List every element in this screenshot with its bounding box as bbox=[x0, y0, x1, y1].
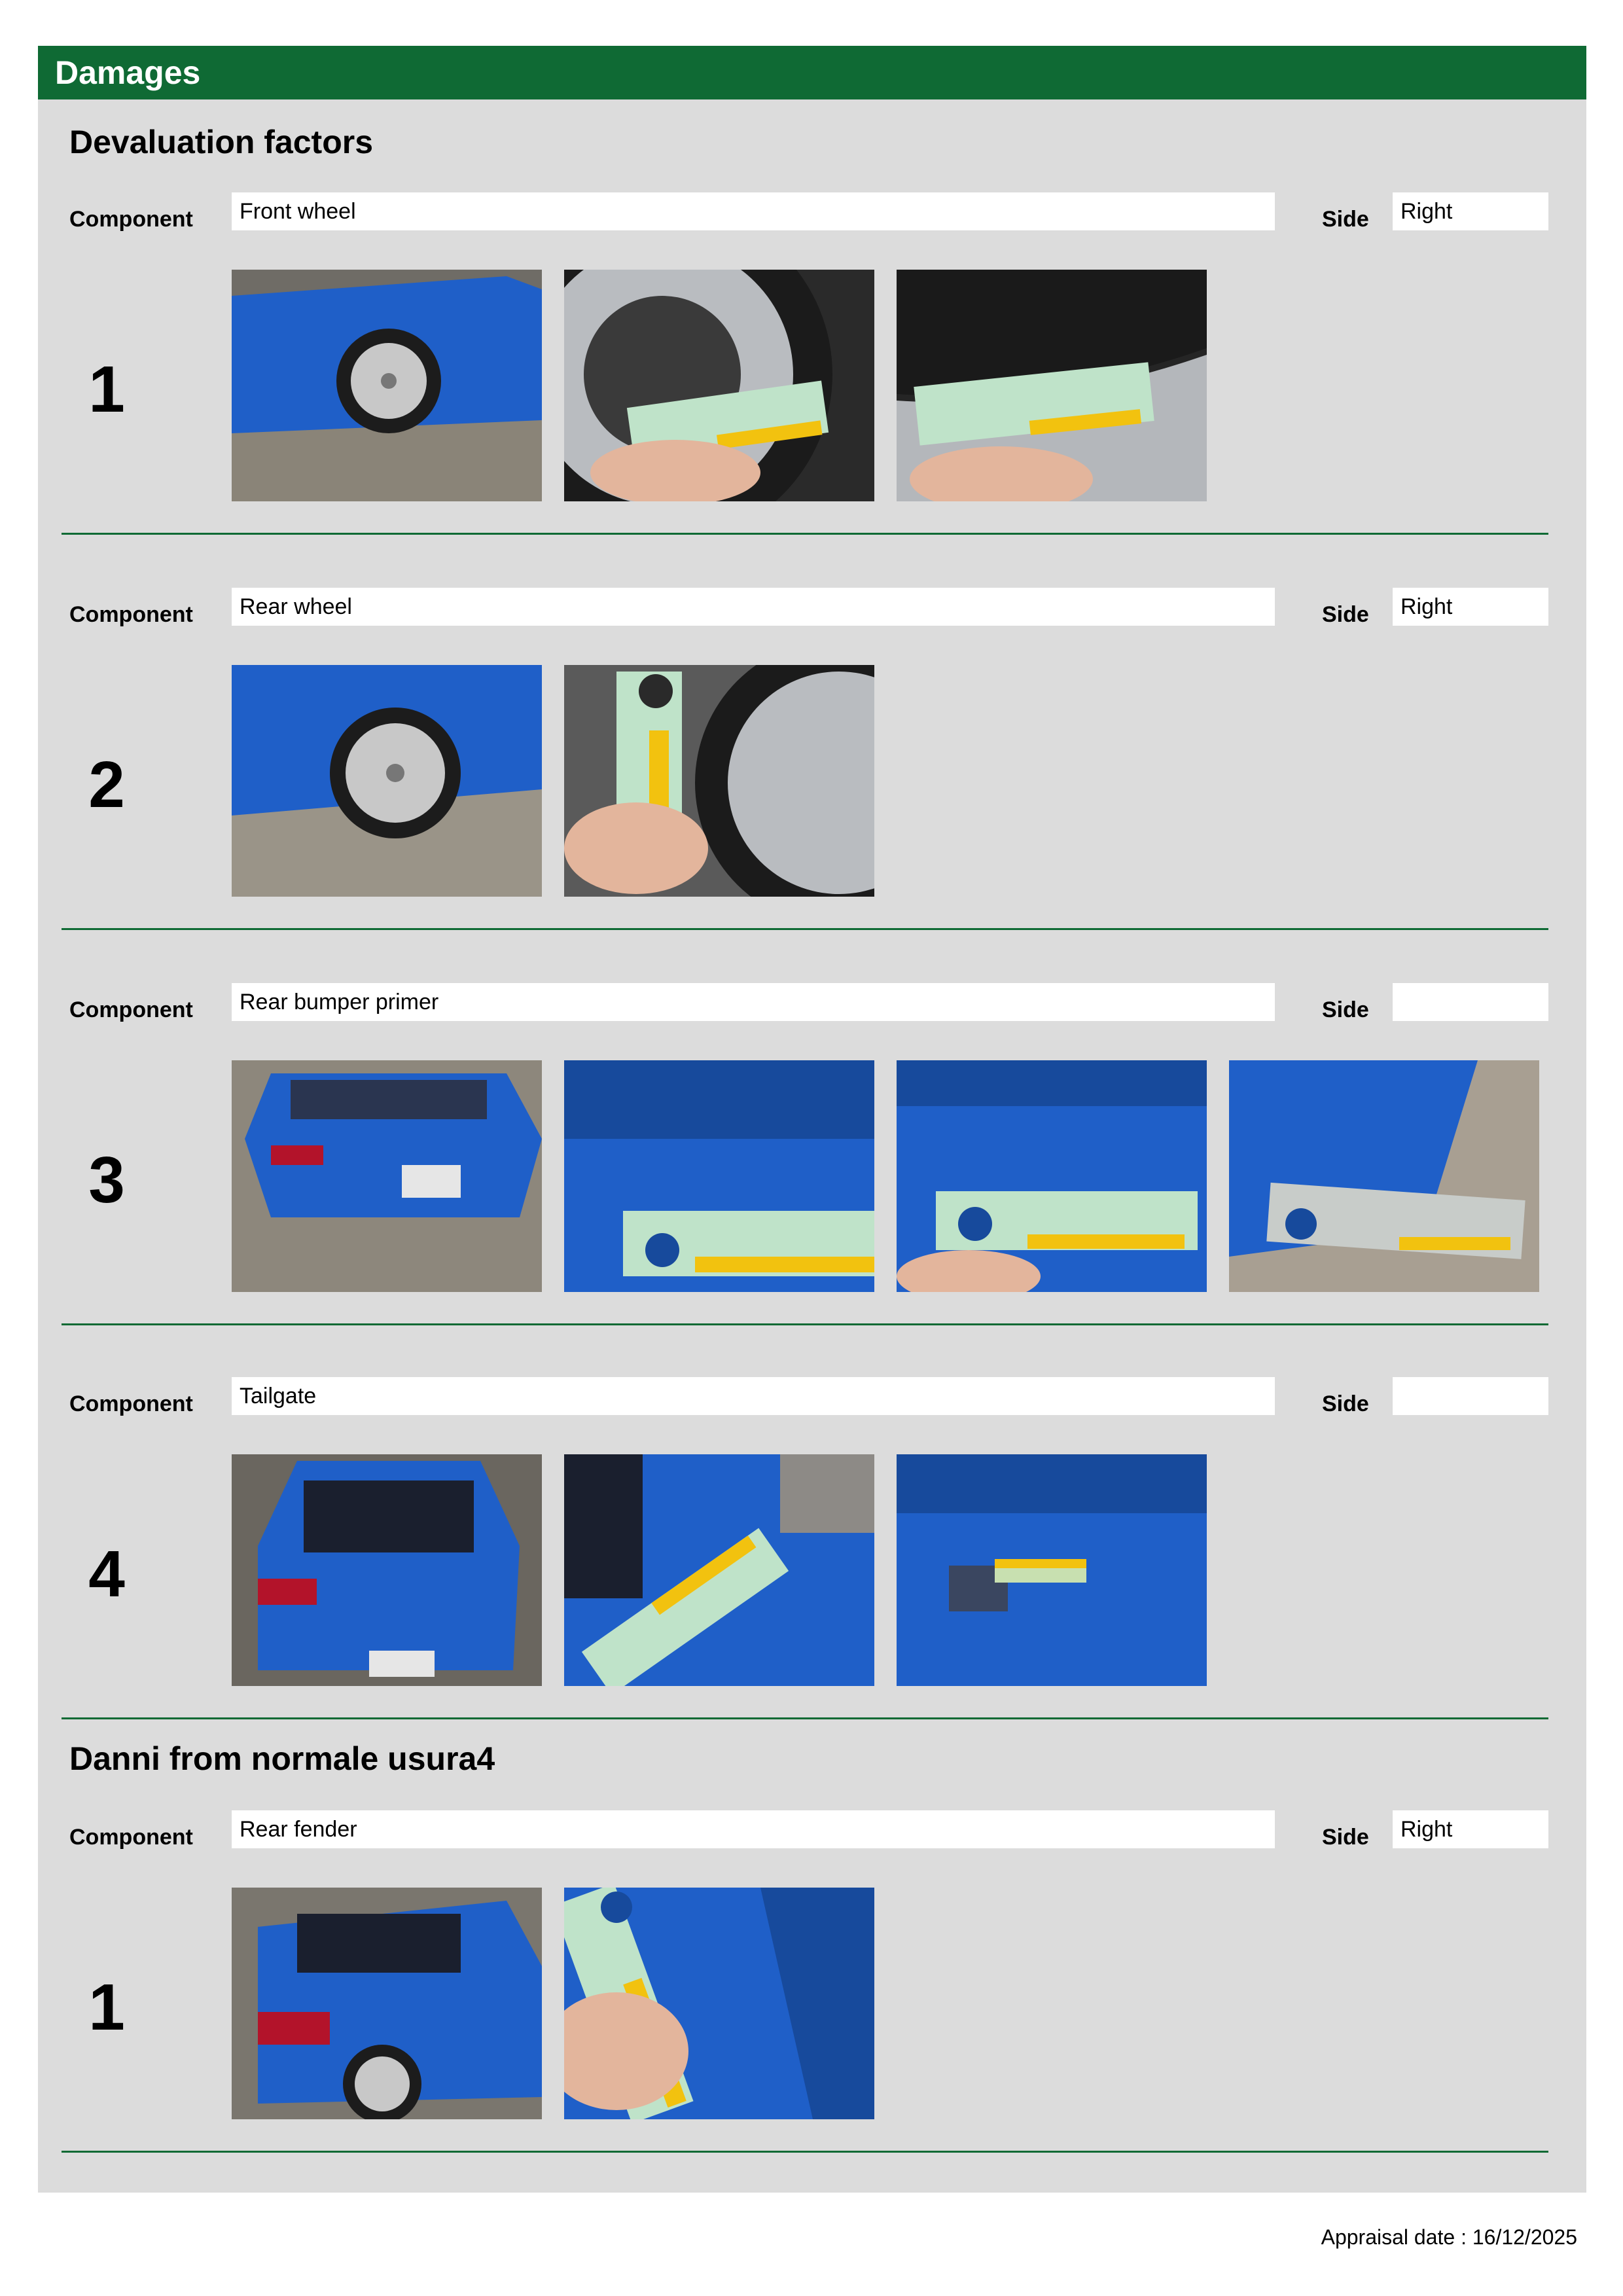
side-field bbox=[1393, 1377, 1548, 1415]
component-field: Tailgate bbox=[232, 1377, 1275, 1415]
component-field: Rear bumper primer bbox=[232, 983, 1275, 1021]
component-label: Component bbox=[69, 602, 193, 627]
damage-item-4 bbox=[38, 1377, 1586, 1744]
side-label: Side bbox=[1322, 207, 1369, 232]
damage-number: 2 bbox=[88, 748, 125, 821]
appraisal-date: Appraisal date : 16/12/2025 bbox=[1321, 2225, 1577, 2249]
component-field: Rear wheel bbox=[232, 588, 1275, 626]
side-field bbox=[1393, 983, 1548, 1021]
damage-item-3 bbox=[38, 983, 1586, 1350]
car-side-rear-wheel-photo[interactable] bbox=[232, 665, 542, 897]
component-field: Front wheel bbox=[232, 192, 1275, 230]
damage-item-wear-1 bbox=[38, 1810, 1586, 2177]
bumper-gauge-photo-2[interactable] bbox=[897, 1060, 1207, 1292]
bumper-gauge-photo-1[interactable] bbox=[564, 1060, 874, 1292]
component-label: Component bbox=[69, 1825, 193, 1850]
component-field: Rear fender bbox=[232, 1810, 1275, 1848]
car-rear-quarter-photo[interactable] bbox=[232, 1888, 542, 2119]
damage-item-1 bbox=[38, 192, 1586, 559]
component-label: Component bbox=[69, 997, 193, 1022]
side-field: Right bbox=[1393, 588, 1548, 626]
bumper-gauge-photo-3[interactable] bbox=[1229, 1060, 1539, 1292]
tailgate-badge-gauge-photo[interactable] bbox=[897, 1454, 1207, 1686]
section-title-devaluation: Devaluation factors bbox=[69, 124, 374, 160]
rear-rim-gauge-photo[interactable] bbox=[564, 665, 874, 897]
car-tailgate-photo[interactable] bbox=[232, 1454, 542, 1686]
side-label: Side bbox=[1322, 1391, 1369, 1416]
side-field: Right bbox=[1393, 192, 1548, 230]
damages-panel bbox=[38, 46, 1586, 2193]
damages-header: Damages bbox=[38, 46, 1586, 99]
damage-number: 1 bbox=[88, 1971, 125, 2044]
damage-number: 3 bbox=[88, 1143, 125, 1217]
item-separator bbox=[62, 928, 1548, 930]
fender-gauge-photo[interactable] bbox=[564, 1888, 874, 2119]
section-title-normal-wear: Danni from normale usura4 bbox=[69, 1740, 495, 1777]
tire-gauge-photo[interactable] bbox=[897, 270, 1207, 501]
item-separator bbox=[62, 533, 1548, 535]
item-separator bbox=[62, 2151, 1548, 2153]
damage-number: 1 bbox=[88, 353, 125, 426]
car-rear-photo[interactable] bbox=[232, 1060, 542, 1292]
side-field: Right bbox=[1393, 1810, 1548, 1848]
damage-number: 4 bbox=[88, 1537, 125, 1611]
item-separator bbox=[62, 1323, 1548, 1325]
side-label: Side bbox=[1322, 602, 1369, 627]
side-label: Side bbox=[1322, 1825, 1369, 1850]
damage-item-2 bbox=[38, 588, 1586, 954]
side-label: Side bbox=[1322, 997, 1369, 1022]
component-label: Component bbox=[69, 207, 193, 232]
car-side-front-wheel-photo[interactable] bbox=[232, 270, 542, 501]
wheel-rim-gauge-photo[interactable] bbox=[564, 270, 874, 501]
tailgate-gauge-photo[interactable] bbox=[564, 1454, 874, 1686]
component-label: Component bbox=[69, 1391, 193, 1416]
item-separator bbox=[62, 1717, 1548, 1719]
